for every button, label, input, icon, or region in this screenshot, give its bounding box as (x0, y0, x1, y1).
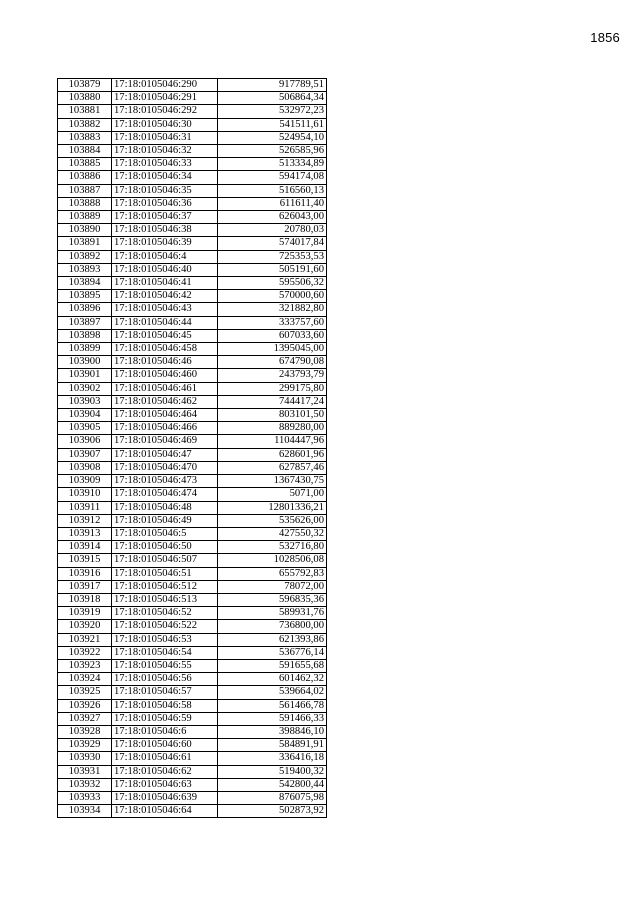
row-number-cell: 103911 (58, 501, 112, 514)
cadastral-value-cell: 526585,96 (218, 145, 327, 158)
cadastral-value-cell: 513334,89 (218, 158, 327, 171)
cadastral-number-cell: 17:18:0105046:43 (112, 303, 218, 316)
row-number-cell: 103879 (58, 79, 112, 92)
row-number-cell: 103916 (58, 567, 112, 580)
row-number-cell: 103893 (58, 263, 112, 276)
cadastral-value-cell: 621393,86 (218, 633, 327, 646)
table-row (58, 118, 327, 131)
cadastral-number-cell: 17:18:0105046:60 (112, 739, 218, 752)
row-number-cell: 103934 (58, 805, 112, 818)
row-number-cell: 103928 (58, 725, 112, 738)
cadastral-number-cell: 17:18:0105046:47 (112, 448, 218, 461)
cadastral-number-cell: 17:18:0105046:466 (112, 422, 218, 435)
cadastral-number-cell: 17:18:0105046:34 (112, 171, 218, 184)
table-row (58, 673, 327, 686)
cadastral-value-table (57, 78, 327, 818)
row-number-cell: 103904 (58, 409, 112, 422)
cadastral-number-cell: 17:18:0105046:292 (112, 105, 218, 118)
cadastral-number-cell: 17:18:0105046:42 (112, 290, 218, 303)
row-number-cell: 103894 (58, 277, 112, 290)
cadastral-value-cell: 574017,84 (218, 237, 327, 250)
cadastral-value-cell: 803101,50 (218, 409, 327, 422)
cadastral-number-cell: 17:18:0105046:462 (112, 395, 218, 408)
cadastral-number-cell: 17:18:0105046:57 (112, 686, 218, 699)
cadastral-number-cell: 17:18:0105046:62 (112, 765, 218, 778)
row-number-cell: 103903 (58, 395, 112, 408)
row-number-cell: 103924 (58, 673, 112, 686)
cadastral-value-cell: 539664,02 (218, 686, 327, 699)
cadastral-value-cell: 336416,18 (218, 752, 327, 765)
cadastral-value-cell: 506864,34 (218, 92, 327, 105)
cadastral-value-cell: 505191,60 (218, 263, 327, 276)
table-row (58, 739, 327, 752)
row-number-cell: 103882 (58, 118, 112, 131)
table-row (58, 805, 327, 818)
cadastral-value-cell: 427550,32 (218, 527, 327, 540)
row-number-cell: 103895 (58, 290, 112, 303)
cadastral-number-cell: 17:18:0105046:46 (112, 356, 218, 369)
row-number-cell: 103931 (58, 765, 112, 778)
row-number-cell: 103908 (58, 461, 112, 474)
table-row (58, 725, 327, 738)
cadastral-value-cell: 1028506,08 (218, 554, 327, 567)
cadastral-number-cell: 17:18:0105046:38 (112, 224, 218, 237)
cadastral-value-cell: 595506,32 (218, 277, 327, 290)
row-number-cell: 103917 (58, 580, 112, 593)
cadastral-number-cell: 17:18:0105046:33 (112, 158, 218, 171)
cadastral-value-cell: 524954,10 (218, 131, 327, 144)
cadastral-number-cell: 17:18:0105046:512 (112, 580, 218, 593)
row-number-cell: 103926 (58, 699, 112, 712)
cadastral-number-cell: 17:18:0105046:39 (112, 237, 218, 250)
table-row (58, 778, 327, 791)
row-number-cell: 103881 (58, 105, 112, 118)
table-row (58, 277, 327, 290)
row-number-cell: 103905 (58, 422, 112, 435)
row-number-cell: 103927 (58, 712, 112, 725)
row-number-cell: 103890 (58, 224, 112, 237)
table-row (58, 435, 327, 448)
cadastral-number-cell: 17:18:0105046:291 (112, 92, 218, 105)
row-number-cell: 103896 (58, 303, 112, 316)
row-number-cell: 103906 (58, 435, 112, 448)
cadastral-number-cell: 17:18:0105046:51 (112, 567, 218, 580)
table-row (58, 356, 327, 369)
cadastral-value-cell: 532972,23 (218, 105, 327, 118)
cadastral-number-cell: 17:18:0105046:49 (112, 514, 218, 527)
cadastral-value-cell: 542800,44 (218, 778, 327, 791)
cadastral-number-cell: 17:18:0105046:474 (112, 488, 218, 501)
row-number-cell: 103884 (58, 145, 112, 158)
table-row (58, 237, 327, 250)
table-row (58, 686, 327, 699)
cadastral-value-cell: 1367430,75 (218, 475, 327, 488)
table-row (58, 554, 327, 567)
table-row (58, 541, 327, 554)
cadastral-number-cell: 17:18:0105046:53 (112, 633, 218, 646)
cadastral-value-cell: 78072,00 (218, 580, 327, 593)
table-row (58, 329, 327, 342)
row-number-cell: 103902 (58, 382, 112, 395)
row-number-cell: 103891 (58, 237, 112, 250)
row-number-cell: 103922 (58, 646, 112, 659)
cadastral-value-cell: 541511,61 (218, 118, 327, 131)
table-row (58, 461, 327, 474)
row-number-cell: 103888 (58, 197, 112, 210)
row-number-cell: 103913 (58, 527, 112, 540)
table-row (58, 791, 327, 804)
table-row (58, 514, 327, 527)
cadastral-value-cell: 589931,76 (218, 607, 327, 620)
cadastral-number-cell: 17:18:0105046:470 (112, 461, 218, 474)
cadastral-number-cell: 17:18:0105046:52 (112, 607, 218, 620)
row-number-cell: 103883 (58, 131, 112, 144)
cadastral-value-cell: 570000,60 (218, 290, 327, 303)
table-row (58, 290, 327, 303)
cadastral-value-cell: 321882,80 (218, 303, 327, 316)
row-number-cell: 103885 (58, 158, 112, 171)
row-number-cell: 103900 (58, 356, 112, 369)
cadastral-value-cell: 876075,98 (218, 791, 327, 804)
cadastral-value-cell: 626043,00 (218, 211, 327, 224)
row-number-cell: 103912 (58, 514, 112, 527)
table-row (58, 382, 327, 395)
cadastral-number-cell: 17:18:0105046:460 (112, 369, 218, 382)
cadastral-value-cell: 12801336,21 (218, 501, 327, 514)
cadastral-number-cell: 17:18:0105046:32 (112, 145, 218, 158)
page-number: 1856 (590, 30, 620, 45)
cadastral-value-cell: 584891,91 (218, 739, 327, 752)
cadastral-number-cell: 17:18:0105046:469 (112, 435, 218, 448)
cadastral-value-cell: 725353,53 (218, 250, 327, 263)
cadastral-value-cell: 519400,32 (218, 765, 327, 778)
cadastral-value-cell: 611611,40 (218, 197, 327, 210)
row-number-cell: 103919 (58, 607, 112, 620)
table-row (58, 395, 327, 408)
cadastral-number-cell: 17:18:0105046:55 (112, 659, 218, 672)
table-row (58, 620, 327, 633)
table-row (58, 224, 327, 237)
cadastral-number-cell: 17:18:0105046:54 (112, 646, 218, 659)
table-row (58, 633, 327, 646)
cadastral-value-cell: 607033,60 (218, 329, 327, 342)
cadastral-number-cell: 17:18:0105046:40 (112, 263, 218, 276)
row-number-cell: 103925 (58, 686, 112, 699)
cadastral-value-cell: 596835,36 (218, 593, 327, 606)
table-row (58, 646, 327, 659)
cadastral-number-cell: 17:18:0105046:63 (112, 778, 218, 791)
table-row (58, 409, 327, 422)
row-number-cell: 103880 (58, 92, 112, 105)
cadastral-number-cell: 17:18:0105046:64 (112, 805, 218, 818)
row-number-cell: 103920 (58, 620, 112, 633)
cadastral-number-cell: 17:18:0105046:36 (112, 197, 218, 210)
table-row (58, 158, 327, 171)
row-number-cell: 103887 (58, 184, 112, 197)
table-row (58, 475, 327, 488)
table-body (58, 79, 327, 818)
cadastral-number-cell: 17:18:0105046:31 (112, 131, 218, 144)
cadastral-value-cell: 561466,78 (218, 699, 327, 712)
table-row (58, 131, 327, 144)
cadastral-value-cell: 917789,51 (218, 79, 327, 92)
row-number-cell: 103932 (58, 778, 112, 791)
table-row (58, 171, 327, 184)
cadastral-value-cell: 532716,80 (218, 541, 327, 554)
table-row (58, 501, 327, 514)
cadastral-number-cell: 17:18:0105046:461 (112, 382, 218, 395)
table-row (58, 699, 327, 712)
table-row (58, 250, 327, 263)
cadastral-value-cell: 398846,10 (218, 725, 327, 738)
cadastral-value-cell: 736800,00 (218, 620, 327, 633)
table-row (58, 303, 327, 316)
table-row (58, 79, 327, 92)
cadastral-number-cell: 17:18:0105046:522 (112, 620, 218, 633)
cadastral-number-cell: 17:18:0105046:6 (112, 725, 218, 738)
table-row (58, 105, 327, 118)
cadastral-value-cell: 674790,08 (218, 356, 327, 369)
cadastral-value-cell: 628601,96 (218, 448, 327, 461)
table-row (58, 488, 327, 501)
row-number-cell: 103914 (58, 541, 112, 554)
cadastral-number-cell: 17:18:0105046:513 (112, 593, 218, 606)
row-number-cell: 103899 (58, 343, 112, 356)
cadastral-number-cell: 17:18:0105046:473 (112, 475, 218, 488)
row-number-cell: 103892 (58, 250, 112, 263)
cadastral-number-cell: 17:18:0105046:58 (112, 699, 218, 712)
table-row (58, 580, 327, 593)
cadastral-value-cell: 1395045,00 (218, 343, 327, 356)
cadastral-value-cell: 299175,80 (218, 382, 327, 395)
cadastral-value-cell: 655792,83 (218, 567, 327, 580)
row-number-cell: 103886 (58, 171, 112, 184)
cadastral-number-cell: 17:18:0105046:507 (112, 554, 218, 567)
cadastral-number-cell: 17:18:0105046:41 (112, 277, 218, 290)
cadastral-number-cell: 17:18:0105046:45 (112, 329, 218, 342)
cadastral-value-cell: 889280,00 (218, 422, 327, 435)
row-number-cell: 103923 (58, 659, 112, 672)
table-row (58, 197, 327, 210)
cadastral-number-cell: 17:18:0105046:639 (112, 791, 218, 804)
cadastral-value-cell: 5071,00 (218, 488, 327, 501)
row-number-cell: 103889 (58, 211, 112, 224)
table-row (58, 92, 327, 105)
row-number-cell: 103930 (58, 752, 112, 765)
cadastral-number-cell: 17:18:0105046:458 (112, 343, 218, 356)
row-number-cell: 103898 (58, 329, 112, 342)
table-row (58, 752, 327, 765)
table-row (58, 316, 327, 329)
table-row (58, 211, 327, 224)
table-row (58, 527, 327, 540)
cadastral-value-cell: 594174,08 (218, 171, 327, 184)
cadastral-number-cell: 17:18:0105046:35 (112, 184, 218, 197)
cadastral-number-cell: 17:18:0105046:290 (112, 79, 218, 92)
cadastral-number-cell: 17:18:0105046:61 (112, 752, 218, 765)
table-row (58, 659, 327, 672)
table-row (58, 593, 327, 606)
cadastral-number-cell: 17:18:0105046:5 (112, 527, 218, 540)
row-number-cell: 103909 (58, 475, 112, 488)
row-number-cell: 103907 (58, 448, 112, 461)
cadastral-value-cell: 744417,24 (218, 395, 327, 408)
cadastral-number-cell: 17:18:0105046:30 (112, 118, 218, 131)
cadastral-number-cell: 17:18:0105046:56 (112, 673, 218, 686)
row-number-cell: 103915 (58, 554, 112, 567)
row-number-cell: 103929 (58, 739, 112, 752)
table-row (58, 145, 327, 158)
table-row (58, 448, 327, 461)
cadastral-value-cell: 535626,00 (218, 514, 327, 527)
row-number-cell: 103918 (58, 593, 112, 606)
cadastral-number-cell: 17:18:0105046:464 (112, 409, 218, 422)
cadastral-number-cell: 17:18:0105046:59 (112, 712, 218, 725)
cadastral-value-cell: 333757,60 (218, 316, 327, 329)
table-row (58, 184, 327, 197)
cadastral-number-cell: 17:18:0105046:44 (112, 316, 218, 329)
table-row (58, 712, 327, 725)
cadastral-value-cell: 243793,79 (218, 369, 327, 382)
cadastral-value-cell: 591655,68 (218, 659, 327, 672)
table-row (58, 343, 327, 356)
cadastral-value-cell: 1104447,96 (218, 435, 327, 448)
table-row (58, 422, 327, 435)
cadastral-value-cell: 20780,03 (218, 224, 327, 237)
row-number-cell: 103910 (58, 488, 112, 501)
table-row (58, 263, 327, 276)
table-row (58, 567, 327, 580)
row-number-cell: 103921 (58, 633, 112, 646)
cadastral-number-cell: 17:18:0105046:37 (112, 211, 218, 224)
cadastral-value-cell: 536776,14 (218, 646, 327, 659)
table-row (58, 607, 327, 620)
row-number-cell: 103901 (58, 369, 112, 382)
row-number-cell: 103933 (58, 791, 112, 804)
cadastral-value-cell: 502873,92 (218, 805, 327, 818)
cadastral-value-cell: 516560,13 (218, 184, 327, 197)
cadastral-number-cell: 17:18:0105046:48 (112, 501, 218, 514)
cadastral-number-cell: 17:18:0105046:4 (112, 250, 218, 263)
table-row (58, 765, 327, 778)
cadastral-number-cell: 17:18:0105046:50 (112, 541, 218, 554)
table-row (58, 369, 327, 382)
cadastral-value-cell: 601462,32 (218, 673, 327, 686)
row-number-cell: 103897 (58, 316, 112, 329)
cadastral-value-cell: 627857,46 (218, 461, 327, 474)
cadastral-value-cell: 591466,33 (218, 712, 327, 725)
